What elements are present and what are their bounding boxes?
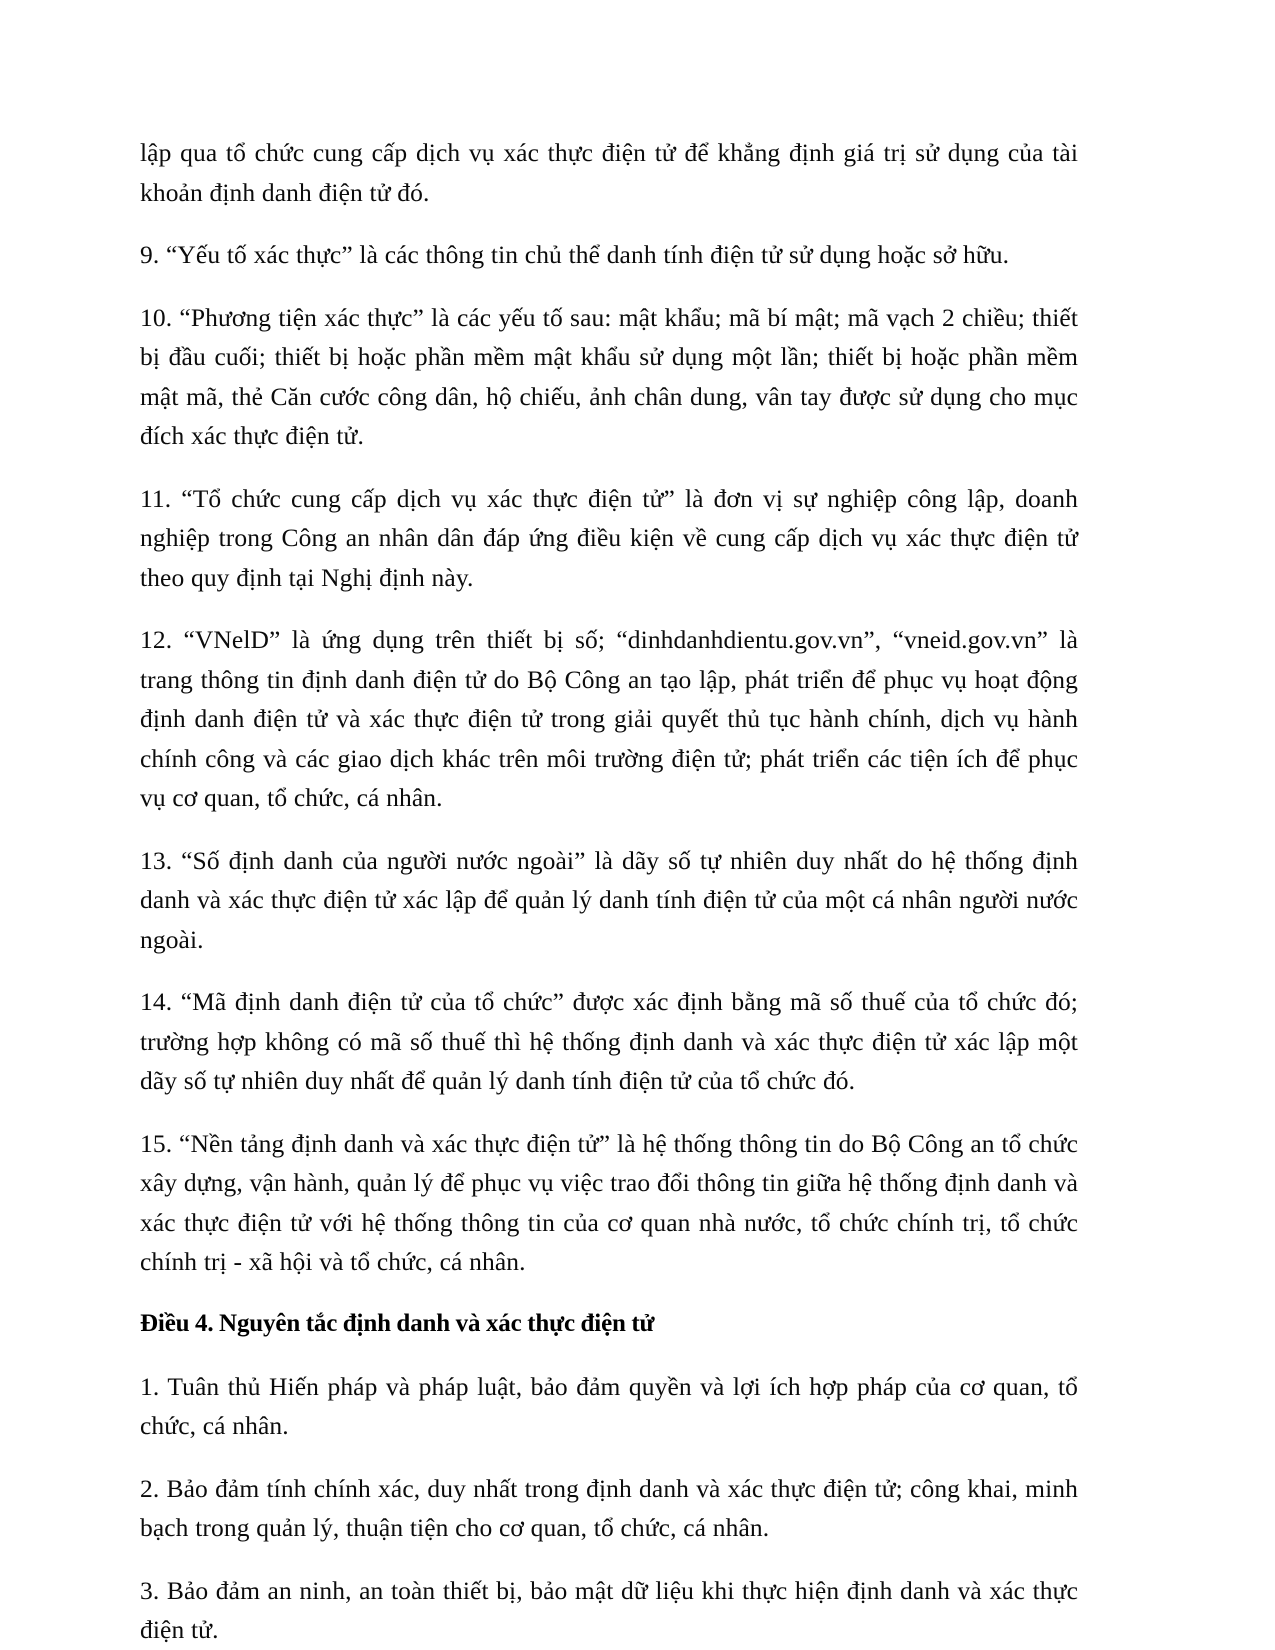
paragraph-article4-clause-3: 3. Bảo đảm an ninh, an toàn thiết bị, bảo mật dữ liệu khi thực hiện định danh và xác thực điện tử. <box>140 1575 1078 1644</box>
document-text-column <box>140 133 1078 1650</box>
paragraph-article4-clause-2: 2. Bảo đảm tính chính xác, duy nhất trong định danh và xác thực điện tử; công khai, minh bạch trong quản lý, thuận tiện cho cơ quan, tổ chức, cá nhân. <box>140 1473 1078 1542</box>
paragraph-clause-15: 15. “Nền tảng định danh và xác thực điện tử” là hệ thống thông tin do Bộ Công an tổ chức xây dựng, vận hành, quản lý để phục vụ việc trao đổi thông tin giữa hệ thống định danh và xác thực điện tử với hệ thống thông tin của cơ quan nhà nước, tổ chức chính trị, tổ chức chính trị - xã hội và tổ chức, cá nhân. <box>140 1128 1078 1276</box>
paragraph-clause-12: 12. “VNelD” là ứng dụng trên thiết bị số; “dinhdanhdientu.gov.vn”, “vneid.gov.vn” là trang thông tin định danh điện tử do Bộ Công an tạo lập, phát triển để phục vụ hoạt động định danh điện tử và xác thực điện tử trong giải quyết thủ tục hành chính, dịch vụ hành chính công và các giao dịch khác trên môi trường điện tử; phát triển các tiện ích để phục vụ cơ quan, tổ chức, cá nhân. <box>140 625 1078 812</box>
paragraph-clause-9: 9. “Yếu tố xác thực” là các thông tin chủ thể danh tính điện tử sử dụng hoặc sở hữu. <box>140 240 1010 269</box>
paragraph-article4-clause-1: 1. Tuân thủ Hiến pháp và pháp luật, bảo đảm quyền và lợi ích hợp pháp của cơ quan, tổ chức, cá nhân. <box>140 1371 1078 1440</box>
paragraph-carryover: lập qua tổ chức cung cấp dịch vụ xác thực điện tử để khẳng định giá trị sử dụng của tài khoản định danh điện tử đó. <box>140 138 1078 207</box>
paragraph-clause-14: 14. “Mã định danh điện tử của tổ chức” được xác định bằng mã số thuế của tổ chức đó; trường hợp không có mã số thuế thì hệ thống định danh và xác thực điện tử xác lập một dãy số tự nhiên duy nhất để quản lý danh tính điện tử của tổ chức đó. <box>140 987 1078 1095</box>
paragraph-clause-10: 10. “Phương tiện xác thực” là các yếu tố sau: mật khẩu; mã bí mật; mã vạch 2 chiều; thiết bị đầu cuối; thiết bị hoặc phần mềm mật khẩu sử dụng một lần; thiết bị hoặc phần mềm mật mã, thẻ Căn cước công dân, hộ chiếu, ảnh chân dung, vân tay được sử dụng cho mục đích xác thực điện tử. <box>140 302 1078 450</box>
paragraph-clause-13: 13. “Số định danh của người nước ngoài” là dãy số tự nhiên duy nhất do hệ thống định danh và xác thực điện tử xác lập để quản lý danh tính điện tử của một cá nhân người nước ngoài. <box>140 845 1078 954</box>
paragraph-clause-11: 11. “Tổ chức cung cấp dịch vụ xác thực điện tử” là đơn vị sự nghiệp công lập, doanh nghiệp trong Công an nhân dân đáp ứng điều kiện về cung cấp dịch vụ xác thực điện tử theo quy định tại Nghị định này. <box>140 483 1078 592</box>
article-heading-dieu-4: Điều 4. Nguyên tắc định danh và xác thực điện tử <box>140 1309 655 1337</box>
